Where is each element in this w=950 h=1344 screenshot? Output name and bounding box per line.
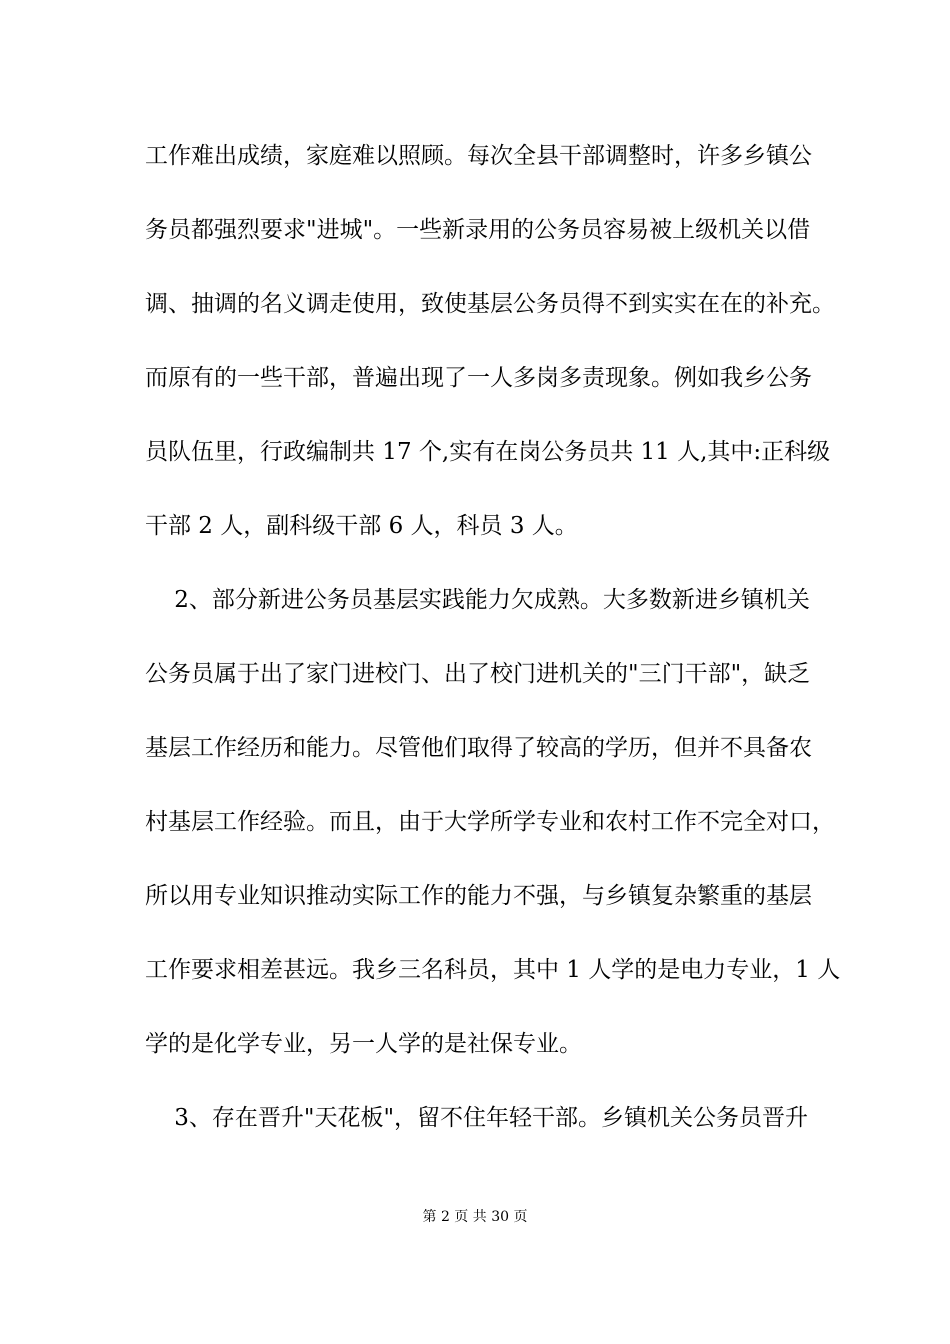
body-line: 3、存在晋升"天花板"，留不住年轻干部。乡镇机关公务员晋升	[145, 1105, 809, 1131]
page-footer	[0, 1207, 950, 1227]
body-line: 学的是化学专业，另一人学的是社保专业。	[145, 1031, 582, 1057]
body-line: 基层工作经历和能力。尽管他们取得了较高的学历，但并不具备农	[145, 735, 812, 761]
page-number: 第 2 页 共 30 页	[422, 1209, 528, 1225]
body-line: 工作难出成绩，家庭难以照顾。每次全县干部调整时，许多乡镇公	[145, 143, 812, 169]
body-line: 调、抽调的名义调走使用，致使基层公务员得不到实实在在的补充。	[145, 291, 835, 317]
body-line: 干部 2 人，副科级干部 6 人，科员 3 人。	[145, 513, 578, 539]
body-line: 而原有的一些干部，普遍出现了一人多岗多责现象。例如我乡公务	[145, 365, 812, 391]
body-line: 公务员属于出了家门进校门、出了校门进机关的"三门干部"，缺乏	[145, 661, 811, 687]
body-line: 村基层工作经验。而且，由于大学所学专业和农村工作不完全对口，	[145, 809, 835, 835]
body-line: 员队伍里，行政编制共 17 个,实有在岗公务员共 11 人,其中:正科级	[145, 439, 831, 465]
body-line: 所以用专业知识推动实际工作的能力不强，与乡镇复杂繁重的基层	[145, 883, 812, 909]
body-line: 工作要求相差甚远。我乡三名科员，其中 1 人学的是电力专业，1 人	[145, 957, 841, 983]
body-line: 务员都强烈要求"进城"。一些新录用的公务员容易被上级机关以借	[145, 217, 811, 243]
body-line: 2、部分新进公务员基层实践能力欠成熟。大多数新进乡镇机关	[145, 587, 810, 613]
